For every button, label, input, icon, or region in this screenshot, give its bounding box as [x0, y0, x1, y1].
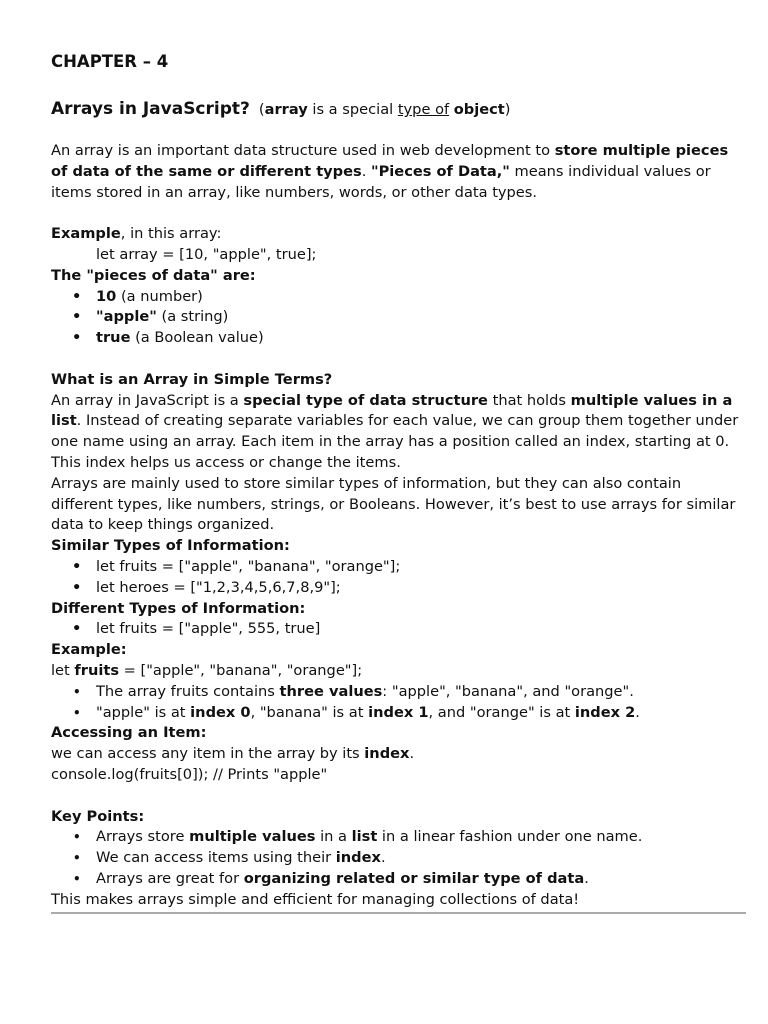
example-code-line: let array = [10, "apple", true]; — [96, 245, 317, 263]
example2-heading: Example: — [51, 641, 127, 659]
intro-text-1: An array is an important data structure used in web development to — [51, 142, 555, 159]
intro-bold-2: "Pieces of Data," — [371, 162, 510, 180]
simple-text-1: An array in JavaScript is a — [51, 391, 244, 409]
subtitle-middle-text: is a special — [307, 101, 398, 118]
document-page — [51, 51, 746, 914]
code-variable: fruits — [74, 661, 120, 679]
different-types-heading: Different Types of Information: — [51, 599, 306, 617]
piece-type: (a Boolean value) — [130, 329, 264, 347]
item-text: : "apple", "banana", and "orange". — [382, 682, 634, 700]
list-item — [51, 869, 746, 890]
list-item: • let fruits = ["apple", "banana", "orange"]; — [51, 557, 746, 578]
simple-bold-1: special type of data structure — [243, 391, 488, 409]
code-post: = ["apple", "banana", "orange"]; — [119, 661, 363, 679]
list-item — [51, 703, 746, 724]
simple-terms-paragraph — [51, 391, 746, 474]
item-text: Arrays are great for — [96, 869, 244, 887]
chapter-heading: CHAPTER – 4 — [51, 52, 169, 71]
item-bold: list — [351, 828, 378, 846]
pieces-list — [51, 287, 746, 349]
item-bold: index 1 — [368, 703, 429, 721]
item-text: Arrays store — [96, 828, 190, 846]
page-title: Arrays in JavaScript? — [51, 99, 250, 119]
piece-type: (a string) — [156, 308, 229, 326]
intro-text-2: . — [361, 162, 371, 180]
item-bold: index — [335, 849, 381, 867]
intro-text-3: means individual values or items stored in an array, like numbers, words, or other data types. — [51, 162, 711, 201]
item-text: "apple" is at — [96, 703, 191, 721]
example2-list — [51, 682, 746, 724]
similar-types-heading: Similar Types of Information: — [51, 537, 290, 555]
pieces-heading: The "pieces of data" are: — [51, 266, 256, 284]
accessing-text: we can access any item in the array by its — [51, 745, 365, 763]
piece-value: "apple" — [96, 308, 157, 326]
different-types-list — [51, 619, 746, 640]
simple-text-3: . Instead of creating separate variables for each value, we can group them together under one name using an array. Each item in the array has a position called an index, starting at 0. This index helps us access or change the items. — [51, 412, 739, 471]
item-text: . — [584, 869, 589, 887]
list-item: • let heroes = ["1,2,3,4,5,6,7,8,9"]; — [51, 578, 746, 599]
item-text: in a — [315, 828, 352, 846]
subtitle-paren-open: ( — [258, 101, 265, 118]
example2-code-line — [51, 661, 746, 682]
piece-value: true — [96, 329, 131, 347]
subtitle-paren-close: ) — [504, 101, 511, 118]
example-intro-text: , in this array: — [120, 225, 222, 243]
example-label: Example — [51, 225, 121, 243]
title-subtitle — [259, 101, 511, 118]
section-title — [51, 98, 746, 121]
subtitle-object-word: object — [453, 101, 505, 118]
list-item — [51, 328, 746, 349]
list-item — [51, 682, 746, 703]
code-pre: let — [51, 661, 75, 679]
item-bold: three values — [279, 682, 383, 700]
intro-paragraph — [51, 141, 746, 203]
item-text: . — [380, 849, 386, 867]
accessing-text: . — [409, 745, 415, 763]
simple-terms-heading: What is an Array in Simple Terms? — [51, 370, 333, 388]
accessing-bold: index — [364, 745, 410, 763]
similar-types-list — [51, 557, 746, 599]
list-item — [51, 287, 746, 308]
list-item — [51, 307, 746, 328]
subtitle-array-word: array — [264, 101, 308, 118]
closing-line: This makes arrays simple and efficient for managing collections of data! — [51, 890, 580, 908]
spacer — [51, 203, 746, 224]
spacer — [51, 786, 746, 807]
item-bold: index 2 — [574, 703, 636, 721]
list-item: • let fruits = ["apple", 555, true] — [51, 619, 746, 640]
simple-terms-paragraph-2: Arrays are mainly used to store similar types of information, but they can also contain different types, like numbers, strings, or Booleans. However, it’s best to use arrays for similar data to keep things organized. — [51, 474, 736, 534]
key-points-list — [51, 827, 746, 889]
spacer — [51, 349, 746, 370]
item-bold: index 0 — [190, 703, 251, 721]
item-text: The array fruits contains — [96, 682, 280, 700]
example-intro-line — [51, 224, 746, 245]
accessing-code-line: console.log(fruits[0]); // Prints "apple" — [51, 765, 328, 783]
horizontal-divider — [51, 912, 746, 914]
item-bold: organizing related or similar type of data — [243, 869, 585, 887]
simple-bold-2: multiple values in a list — [51, 391, 733, 430]
piece-value: 10 — [96, 287, 117, 305]
key-points-heading: Key Points: — [51, 807, 145, 825]
list-item — [51, 848, 746, 869]
item-text: in a linear fashion under one name. — [377, 828, 643, 846]
item-bold: multiple values — [189, 828, 316, 846]
subtitle-type-of: type of — [397, 101, 450, 118]
item-text: , and "orange" is at — [428, 703, 575, 721]
item-text: , "banana" is at — [250, 703, 369, 721]
intro-bold-1: store multiple pieces of data of the same or different types — [51, 142, 729, 180]
accessing-line — [51, 744, 746, 765]
piece-type: (a number) — [116, 287, 203, 305]
item-text: . — [635, 703, 640, 721]
simple-text-2: that holds — [487, 391, 571, 409]
accessing-heading: Accessing an Item: — [51, 724, 207, 742]
list-item — [51, 827, 746, 848]
item-text: We can access items using their — [96, 849, 336, 867]
